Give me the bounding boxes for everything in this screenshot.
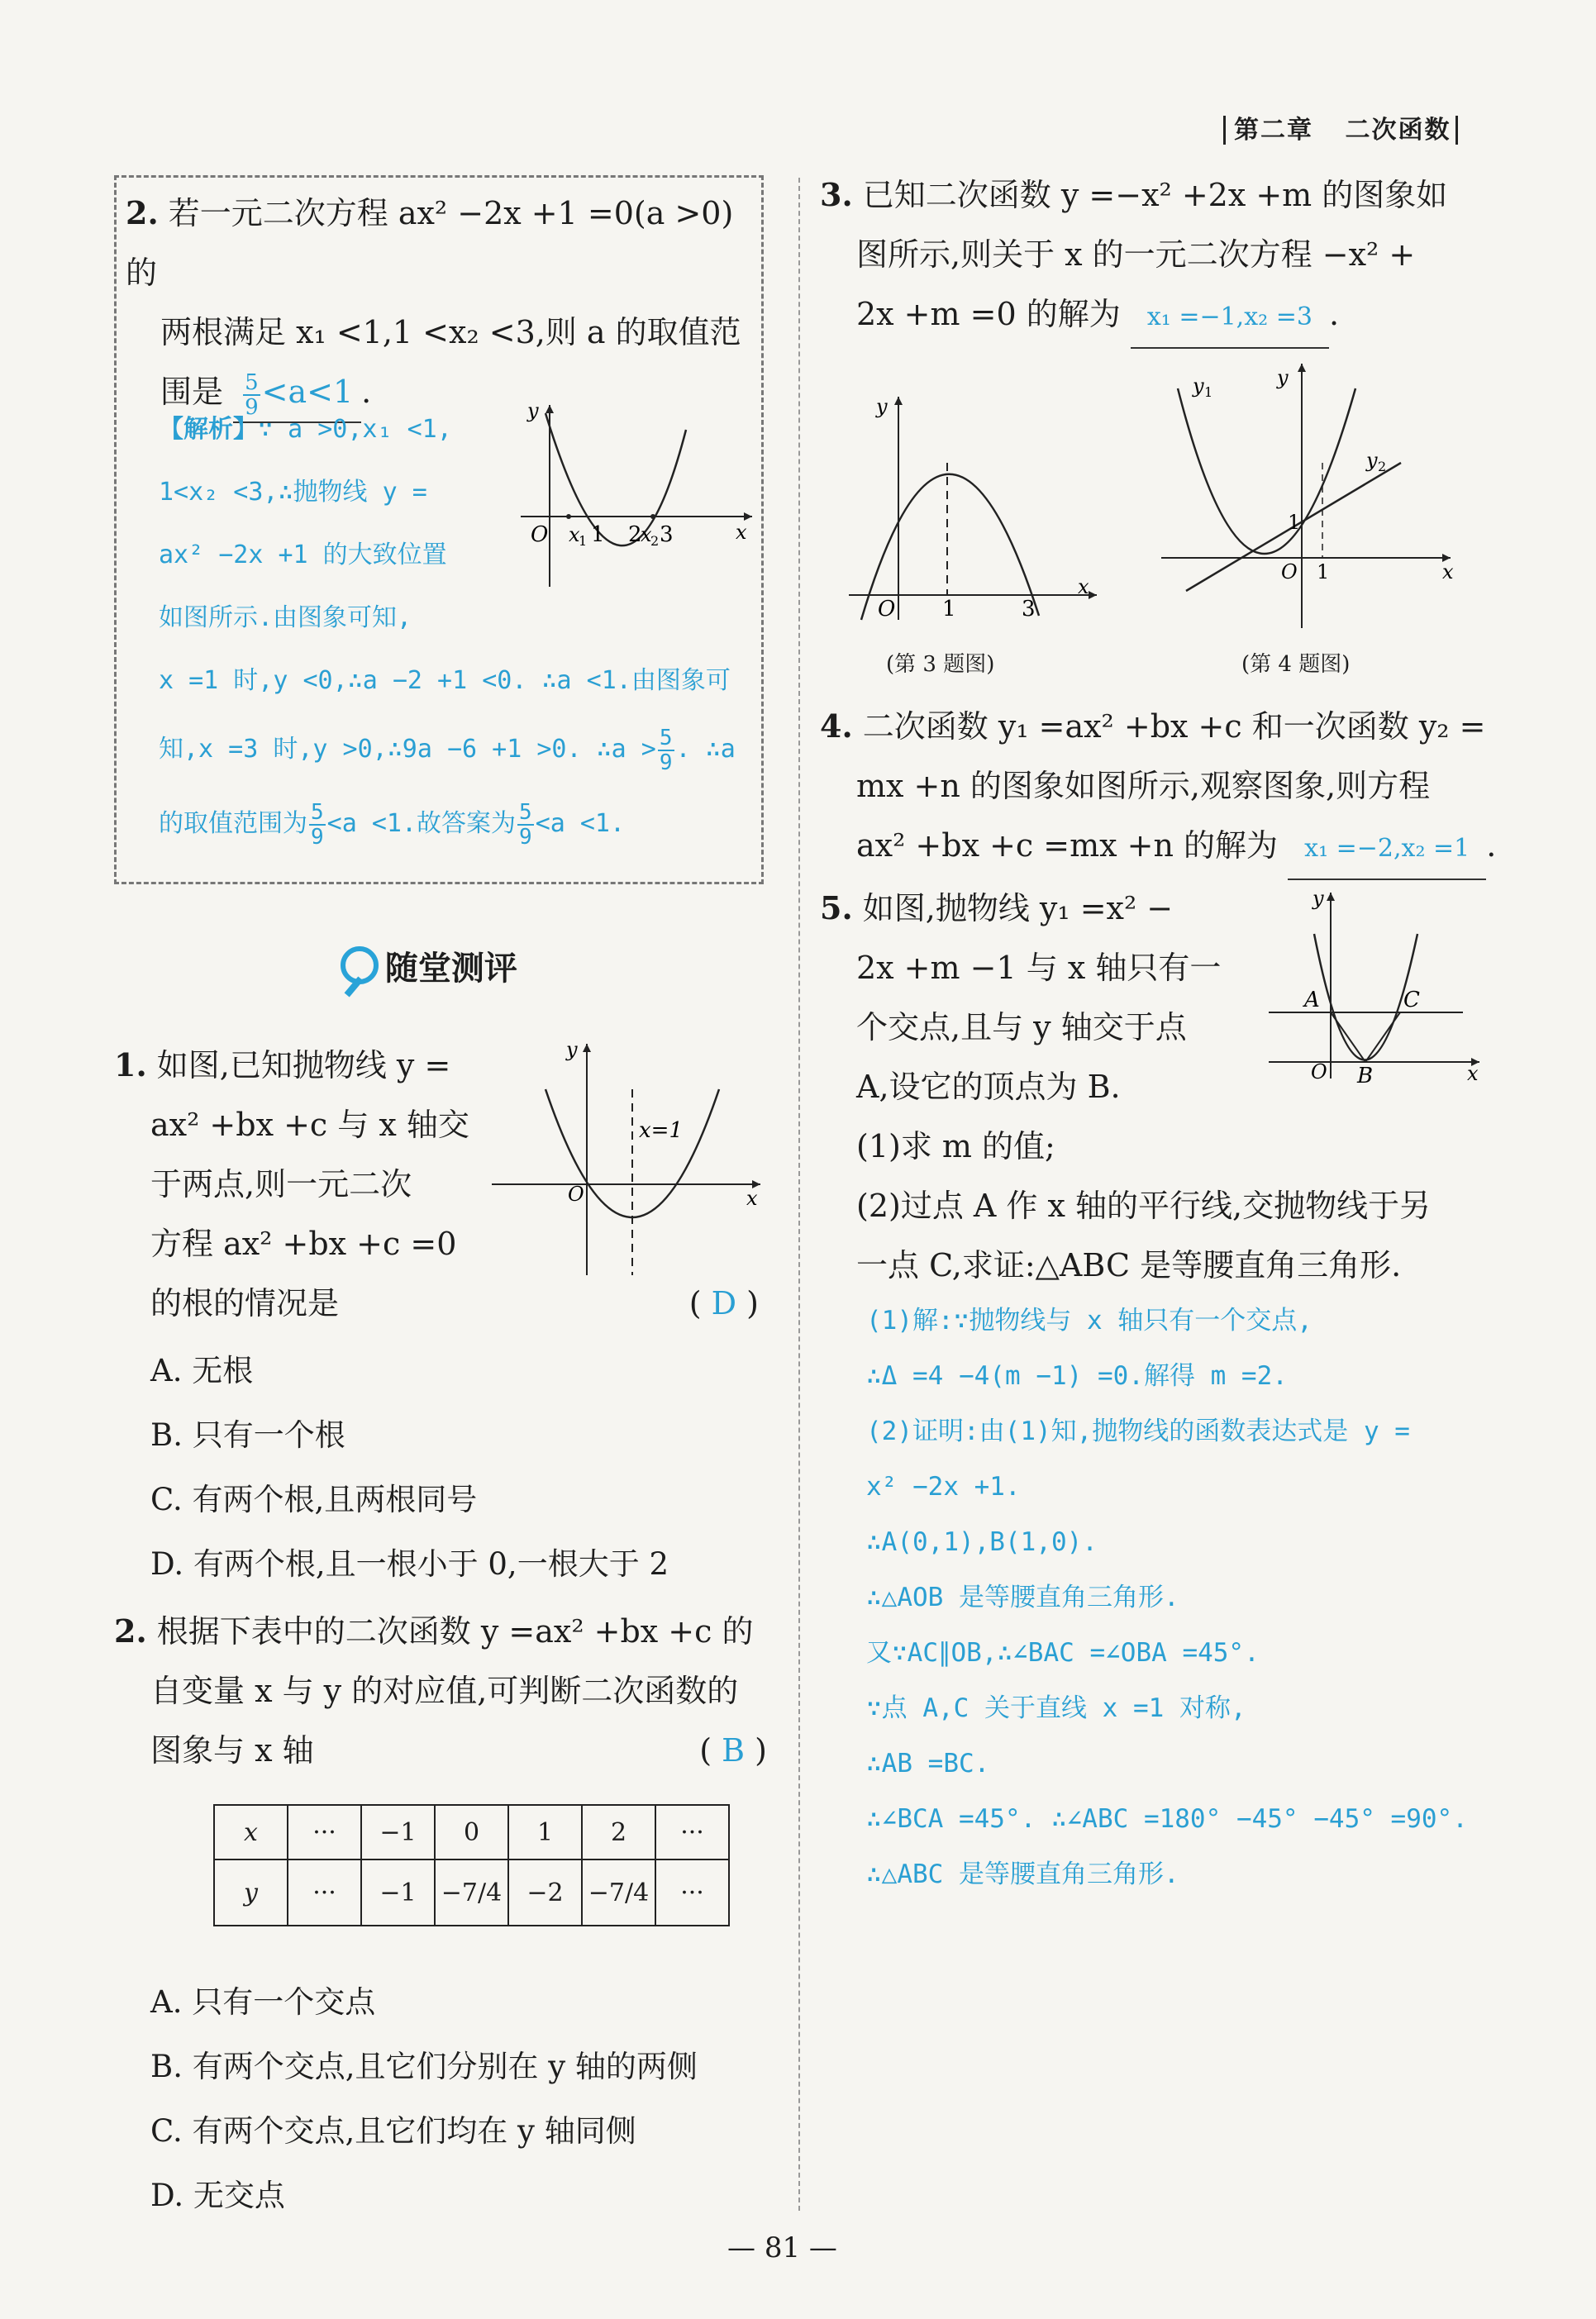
value-table <box>213 1804 730 1926</box>
q5-sol-8: ∵点 A,C 关于直线 x =1 对称, <box>866 1693 1246 1723</box>
t2-options <box>150 1970 779 2228</box>
q4-line2: mx +n 的图象如图所示,观察图象,则方程 <box>856 768 1431 804</box>
t1-answer-bracket: ( D ) <box>688 1285 759 1321</box>
q2-number: 2. <box>126 194 159 231</box>
svg-text:y: y <box>1193 374 1204 398</box>
svg-text:x: x <box>641 523 652 546</box>
t1-graph-label: x=1 <box>639 1118 683 1143</box>
svg-text:B: B <box>1357 1064 1374 1083</box>
table-cell: −2 <box>508 1859 582 1926</box>
svg-text:x: x <box>1467 1062 1479 1083</box>
q2-period: . <box>361 374 372 410</box>
q5-number: 5. <box>820 889 853 926</box>
svg-text:1: 1 <box>1317 560 1330 583</box>
t1-option-d: D. 有两个根,且一根小于 0,一根大于 2 <box>150 1546 669 1582</box>
q5-line1: 如图,抛物线 y₁ =x² − <box>862 890 1174 926</box>
t2-option-d: D. 无交点 <box>150 2178 285 2213</box>
q5-part1: (1)求 m 的值; <box>856 1128 1055 1164</box>
t1-options <box>150 1339 779 1597</box>
t1-option-b: B. 只有一个根 <box>150 1417 345 1453</box>
t2-number: 2. <box>114 1612 147 1650</box>
svg-text:y: y <box>1366 449 1378 472</box>
svg-text:x: x <box>746 1187 758 1210</box>
table-cell: x <box>214 1805 288 1859</box>
page-header <box>1223 109 1458 145</box>
q5-sol-11: ∴△ABC 是等腰直角三角形. <box>866 1859 1179 1889</box>
svg-text:x: x <box>736 521 747 544</box>
svg-text:y: y <box>566 1040 578 1061</box>
table-cell: 0 <box>435 1805 508 1859</box>
q3-graph <box>845 388 1109 636</box>
q2-answer-num: 5 <box>245 369 259 395</box>
q5-sol-9: ∴AB =BC. <box>866 1749 990 1779</box>
t1-number: 1. <box>114 1046 147 1083</box>
svg-text:O: O <box>568 1183 584 1206</box>
table-cell: −7/4 <box>435 1859 508 1926</box>
q4-line3: ax² +bx +c =mx +n 的解为 <box>856 827 1279 864</box>
q4-graph <box>1153 355 1467 636</box>
t1-line5: 的根的情况是 <box>150 1285 340 1321</box>
t1-graph <box>492 1040 765 1279</box>
table-cell: y <box>214 1859 288 1926</box>
q5-sol-1: (1)解:∵抛物线与 x 轴只有一个交点, <box>866 1306 1313 1336</box>
page-footer: — 81 — <box>727 2231 837 2264</box>
q5-part2b: 一点 C,求证:△ABC 是等腰直角三角形. <box>856 1247 1402 1283</box>
q2-line2: 两根满足 x₁ <1,1 <x₂ <3,则 a 的取值范 <box>160 314 741 350</box>
svg-text:3: 3 <box>1022 597 1036 621</box>
t2-block <box>114 1602 767 1780</box>
t1-line1: 如图,已知抛物线 y = <box>156 1047 451 1083</box>
q2-graph <box>512 397 760 595</box>
t2-line2: 自变量 x 与 y 的对应值,可判断二次函数的 <box>150 1673 739 1709</box>
chapter-label: 第二章 <box>1223 116 1313 145</box>
svg-text:O: O <box>1311 1060 1327 1083</box>
analysis-line6b: . ∴a <box>675 735 736 764</box>
analysis-line2: 1<x₂ <3,∴抛物线 y = <box>159 478 427 507</box>
q2-answer-rest: <a<1 <box>261 374 354 410</box>
table-row <box>214 1805 729 1859</box>
table-cell: −1 <box>361 1859 435 1926</box>
q4-number: 4. <box>820 707 853 745</box>
svg-text:1: 1 <box>1288 511 1301 534</box>
q5-sol-7: 又∵AC∥OB,∴∠BAC =∠OBA =45°. <box>866 1638 1260 1668</box>
table-cell: ··· <box>288 1859 361 1926</box>
svg-text:x: x <box>1442 560 1454 583</box>
t1-option-a: A. 无根 <box>150 1353 254 1388</box>
svg-text:C: C <box>1403 988 1420 1012</box>
section-title-text: 随堂测评 <box>384 950 517 988</box>
q5-graph <box>1265 888 1488 1083</box>
q5-sol-3: (2)证明:由(1)知,抛物线的函数表达式是 y = <box>866 1417 1410 1446</box>
svg-text:x: x <box>1078 575 1089 598</box>
t2-option-b: B. 有两个交点,且它们分别在 y 轴的两侧 <box>150 2049 698 2084</box>
q5-line3: 个交点,且与 y 轴交于点 <box>856 1009 1187 1045</box>
q3-line2: 图所示,则关于 x 的一元二次方程 −x² + <box>856 236 1416 273</box>
t2-option-c: C. 有两个交点,且它们均在 y 轴同侧 <box>150 2113 636 2149</box>
svg-text:y: y <box>1313 888 1324 910</box>
column-divider <box>798 178 800 2211</box>
table-cell: −1 <box>361 1805 435 1859</box>
q4-answer: x₁ =−2,x₂ =1 <box>1288 819 1486 880</box>
q3-number: 3. <box>820 176 853 213</box>
table-cell: ··· <box>288 1805 361 1859</box>
chapter-title: 二次函数 <box>1345 116 1451 145</box>
svg-text:x: x <box>569 523 580 546</box>
analysis-line5: x =1 时,y <0,∴a −2 +1 <0. ∴a <1.由图象可 <box>159 666 731 695</box>
analysis-line6a: 知,x =3 时,y >0,∴9a −6 +1 >0. ∴a > <box>159 735 656 764</box>
table-cell: ··· <box>655 1805 729 1859</box>
q5-sol-5: ∴A(0,1),B(1,0). <box>866 1527 1098 1557</box>
q5-solution <box>866 1293 1544 1902</box>
svg-text:1: 1 <box>942 597 956 621</box>
table-cell: 1 <box>508 1805 582 1859</box>
q5-line2: 2x +m −1 与 x 轴只有一 <box>856 950 1222 986</box>
t2-line1: 根据下表中的二次函数 y =ax² +bx +c 的 <box>156 1613 754 1650</box>
q5-sol-10: ∴∠BCA =45°. ∴∠ABC =180° −45° −45° =90°. <box>866 1804 1468 1834</box>
table-cell: ··· <box>655 1859 729 1926</box>
analysis-line1: ∵ a >0,x₁ <1, <box>258 415 452 444</box>
q4-block: 4. 二次函数 y₁ =ax² +bx +c 和一次函数 y₂ = mx +n 的图象如图所示,观察图象,则方程 ax² +bx +c =mx +n 的解为 x₁ =−2,x₂ =1 . <box>820 697 1498 880</box>
analysis-tag: 【解析】 <box>159 415 258 444</box>
q3-block: 3. 已知二次函数 y =−x² +2x +m 的图象如 图所示,则关于 x 的一元二次方程 −x² + 2x +m =0 的解为 x₁ =−1,x₂ =3 . <box>820 165 1498 349</box>
svg-text:1: 1 <box>579 533 588 549</box>
svg-text:1: 1 <box>1204 384 1213 400</box>
svg-text:A: A <box>1304 988 1320 1012</box>
svg-text:3: 3 <box>660 522 674 547</box>
table-row <box>214 1859 729 1926</box>
svg-text:2: 2 <box>628 522 642 547</box>
svg-text:O: O <box>531 522 549 547</box>
svg-text:O: O <box>1281 560 1298 583</box>
t1-line2: ax² +bx +c 与 x 轴交 <box>150 1107 469 1143</box>
q2-line3: 围是 <box>160 374 224 410</box>
svg-text:y: y <box>527 399 539 422</box>
section-title <box>341 942 517 989</box>
t1-option-c: C. 有两个根,且两根同号 <box>150 1482 478 1517</box>
q5-line4: A,设它的顶点为 B. <box>856 1069 1121 1105</box>
t2-answer-bracket: ( B ) <box>699 1732 767 1769</box>
analysis-line7b: <a <1.故答案为 <box>326 809 517 838</box>
q3-answer: x₁ =−1,x₂ =3 <box>1131 288 1329 349</box>
page-number: 81 <box>764 2231 801 2264</box>
svg-text:2: 2 <box>1378 459 1387 474</box>
q4-caption: (第 4 题图) <box>1241 652 1351 677</box>
svg-text:1: 1 <box>591 522 605 547</box>
q5-sol-4: x² −2x +1. <box>866 1472 1021 1502</box>
t2-line3: 图象与 x 轴 <box>150 1732 314 1769</box>
svg-text:y: y <box>876 395 888 418</box>
svg-text:O: O <box>878 597 896 621</box>
table-cell: 2 <box>582 1805 655 1859</box>
svg-text:y: y <box>1277 366 1289 389</box>
t1-answer: D <box>711 1285 737 1321</box>
q5-part2a: (2)过点 A 作 x 轴的平行线,交抛物线于另 <box>856 1188 1432 1224</box>
t1-line4: 方程 ax² +bx +c =0 <box>150 1226 457 1262</box>
svg-text:2: 2 <box>650 533 660 549</box>
q3-caption: (第 3 题图) <box>886 652 995 677</box>
table-cell: −7/4 <box>582 1859 655 1926</box>
q3-line3: 2x +m =0 的解为 <box>856 296 1121 332</box>
analysis-line7a: 的取值范围为 <box>159 809 307 838</box>
t2-option-a: A. 只有一个交点 <box>150 1984 376 2020</box>
q4-line1: 二次函数 y₁ =ax² +bx +c 和一次函数 y₂ = <box>862 708 1486 745</box>
q5-sol-2: ∴Δ =4 −4(m −1) =0.解得 m =2. <box>866 1361 1288 1391</box>
analysis-line3: ax² −2x +1 的大致位置 <box>159 540 447 569</box>
analysis-line7c: <a <1. <box>535 809 626 838</box>
q2-line1: 若一元二次方程 ax² −2x +1 =0(a >0)的 <box>126 195 734 291</box>
q3-line1: 已知二次函数 y =−x² +2x +m 的图象如 <box>862 177 1448 213</box>
q5-sol-6: ∴△AOB 是等腰直角三角形. <box>866 1583 1179 1612</box>
analysis-line4: 如图所示.由图象可知, <box>159 603 412 632</box>
t2-answer: B <box>722 1732 746 1769</box>
analysis-block: 【解析】∵ a >0,x₁ <1, 1<x₂ <3,∴抛物线 y = ax² −2x +1 的大致位置 如图所示.由图象可知, x =1 时,y <0,∴a −2 +1 <0. ∴a <1.由图象可 知,x =3 时,y >0,∴9a −6 +1 >0. ∴a > $\frac{5}{9}$ . ∴a 的取值范围为 $\frac{5}{9}$ <a <1.故答案为 $\frac{5}{9}$ <a <1. <box>159 398 762 861</box>
q2-answer-den: 9 <box>245 394 259 420</box>
q2-block <box>126 183 754 423</box>
t1-line3: 于两点,则一元二次 <box>150 1166 412 1202</box>
